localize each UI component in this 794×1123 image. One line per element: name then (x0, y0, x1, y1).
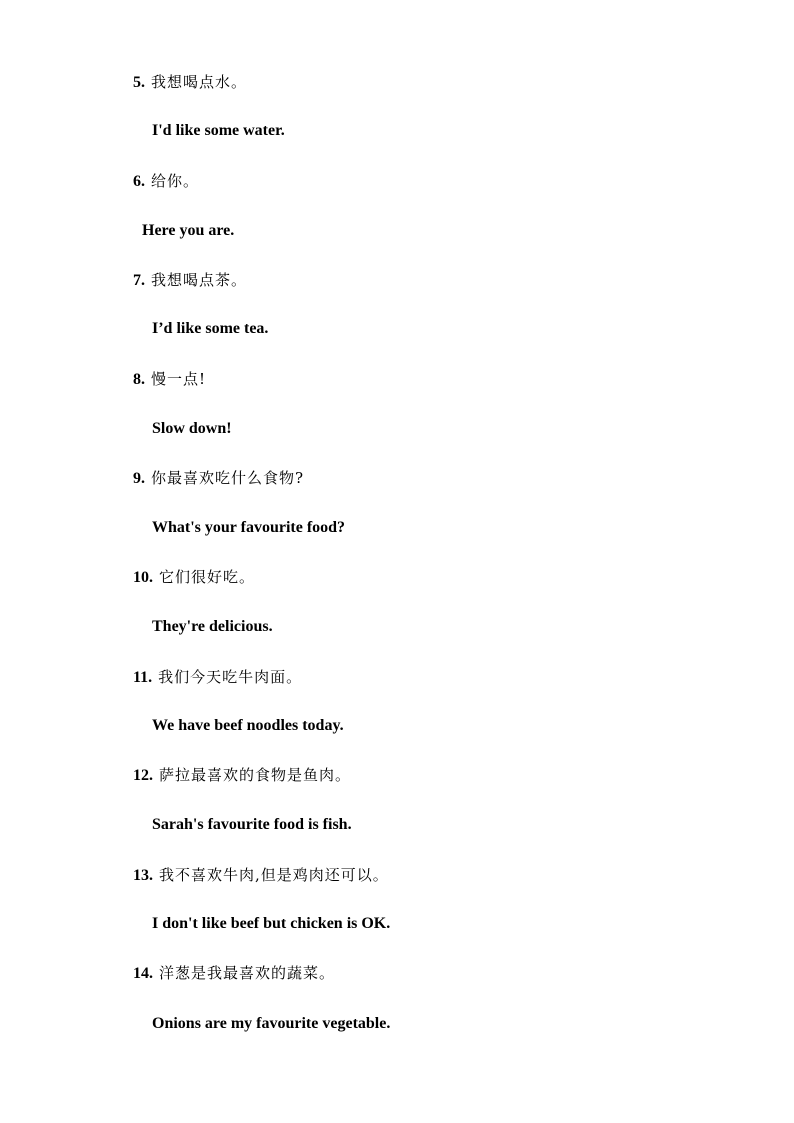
chinese-sentence (133, 765, 351, 786)
english-translation: Sarah's favourite food is fish. (152, 816, 352, 833)
english-translation: They're delicious. (152, 618, 273, 635)
chinese-sentence (133, 963, 335, 984)
chinese-text: 我们今天吃牛肉面。 (158, 668, 303, 686)
chinese-text: 给你。 (151, 172, 200, 190)
chinese-text: 慢一点! (151, 370, 207, 388)
english-translation: I’d like some tea. (152, 320, 269, 337)
item-number: 6. (133, 173, 145, 190)
item-number: 8. (133, 371, 145, 388)
chinese-text: 我不喜欢牛肉,但是鸡肉还可以。 (159, 866, 389, 884)
english-translation: Onions are my favourite vegetable. (152, 1015, 391, 1032)
english-translation: I don't like beef but chicken is OK. (152, 915, 391, 932)
english-translation: I'd like some water. (152, 122, 285, 139)
chinese-text: 萨拉最喜欢的食物是鱼肉。 (159, 766, 352, 784)
chinese-text: 我想喝点水。 (151, 73, 248, 91)
english-translation: Slow down! (152, 420, 232, 437)
chinese-sentence (133, 171, 199, 192)
chinese-sentence (133, 72, 247, 93)
chinese-sentence (133, 369, 206, 390)
item-number: 7. (133, 272, 145, 289)
item-number: 11. (133, 669, 153, 686)
item-number: 9. (133, 470, 145, 487)
english-translation: We have beef noodles today. (152, 717, 344, 734)
item-number: 12. (133, 767, 153, 784)
english-translation: Here you are. (142, 222, 235, 239)
chinese-sentence (133, 468, 304, 489)
item-number: 13. (133, 867, 153, 884)
chinese-text: 洋葱是我最喜欢的蔬菜。 (159, 964, 336, 982)
chinese-text: 你最喜欢吃什么食物? (151, 469, 305, 487)
chinese-text: 我想喝点茶。 (151, 271, 248, 289)
chinese-sentence (133, 667, 302, 688)
item-number: 10. (133, 569, 153, 586)
chinese-text: 它们很好吃。 (159, 568, 256, 586)
chinese-sentence (133, 567, 255, 588)
english-translation: What's your favourite food? (152, 519, 346, 536)
item-number: 5. (133, 74, 145, 91)
chinese-sentence (133, 270, 247, 291)
item-number: 14. (133, 965, 153, 982)
chinese-sentence (133, 865, 389, 886)
